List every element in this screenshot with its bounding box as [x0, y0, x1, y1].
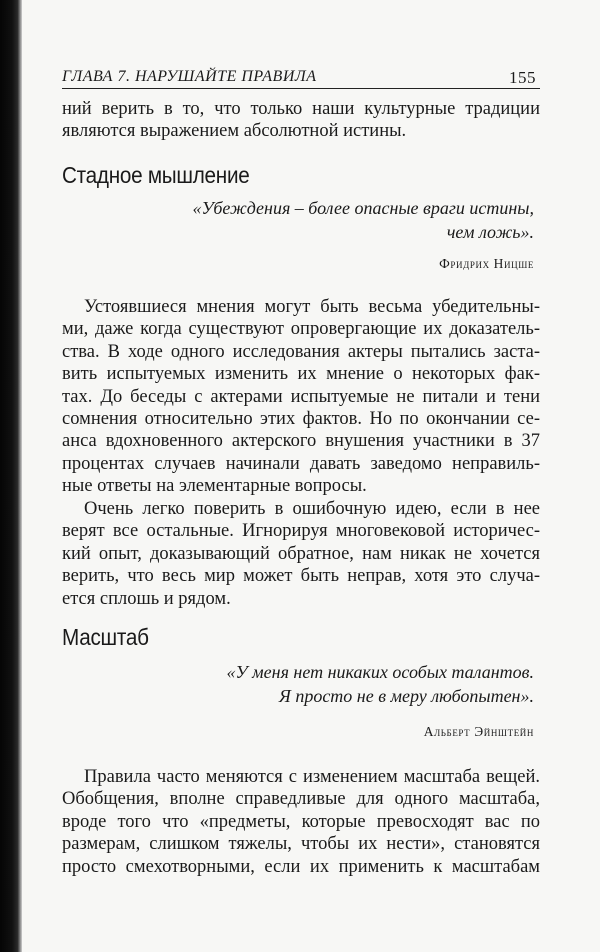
running-header [62, 66, 540, 88]
book-spine-shadow [0, 0, 22, 952]
text-line: сомнения относительно этих фактов. Но по окончании се- [62, 409, 540, 430]
text-line: верить, что весь мир может быть неправ, хотя это случа- [62, 566, 540, 587]
body-paragraph [62, 498, 540, 610]
body-paragraph [62, 766, 540, 878]
section-heading-herd-thinking: Стадное мышление [62, 162, 250, 188]
epigraph-nietzsche [114, 196, 534, 244]
text-line: вить испытуемых изменить их мнение о некоторых фак- [62, 364, 540, 385]
header-rule [62, 88, 540, 89]
chapter-title: ГЛАВА 7. НАРУШАЙТЕ ПРАВИЛА [62, 68, 317, 85]
text-line: вроде того что «предметы, которые превосходят вас по [62, 811, 540, 832]
text-line: верят все остальные. Игнорируя многовековой историчес- [62, 521, 540, 542]
text-line: анса вдохновенного актерского внушения участники в 37 [62, 431, 540, 452]
text-line: ства. В ходе одного исследования актеры пытались заста- [62, 341, 540, 362]
text-line: тах. До беседы с актерами испытуемые не питали и тени [62, 386, 540, 407]
text-line: Очень легко поверить в ошибочную идею, если в нее [84, 499, 540, 519]
page-number: 155 [509, 68, 536, 87]
text-line: Устоявшиеся мнения могут быть весьма убедительны- [84, 297, 540, 317]
text-line: Правила часто меняются с изменением масштаба вещей. [84, 767, 540, 787]
epigraph-line: «Убеждения – более опасные враги истины, [192, 198, 534, 218]
epigraph-author: Альберт Эйнштейн [423, 724, 534, 739]
epigraph-author: Фридрих Ницше [439, 256, 534, 271]
text-line: ний верить в то, что только наши культурные традиции [62, 99, 540, 119]
text-line: размерам, слишком тяжелы, чтобы их нести», становятся [62, 834, 540, 855]
epigraph-line: чем ложь». [446, 222, 534, 242]
epigraph-line: «У меня нет никаких особых талантов. [226, 662, 534, 682]
epigraph-line: Я просто не в меру любопытен». [278, 686, 534, 706]
text-line: процентах случаев начинали давать заведомо неправиль- [62, 453, 540, 474]
epigraph-einstein [114, 660, 534, 708]
text-line: ные ответы на элементарные вопросы. [62, 476, 367, 497]
text-line: просто смехотворными, если их применить к масштабам [62, 856, 540, 877]
section-heading-scale: Масштаб [62, 624, 149, 650]
body-paragraph [62, 296, 540, 498]
text-line: ми, даже когда существуют опровергающие их доказатель- [62, 319, 540, 340]
text-line: Обобщения, вполне справедливые для одного масштаба, [62, 789, 540, 810]
intro-paragraph [62, 98, 540, 143]
text-line: кий опыт, доказывающий обратное, нам никак не хочется [62, 543, 540, 564]
text-line: являются выражением абсолютной истины. [62, 121, 407, 142]
text-line: ется сплошь и рядом. [62, 588, 231, 609]
